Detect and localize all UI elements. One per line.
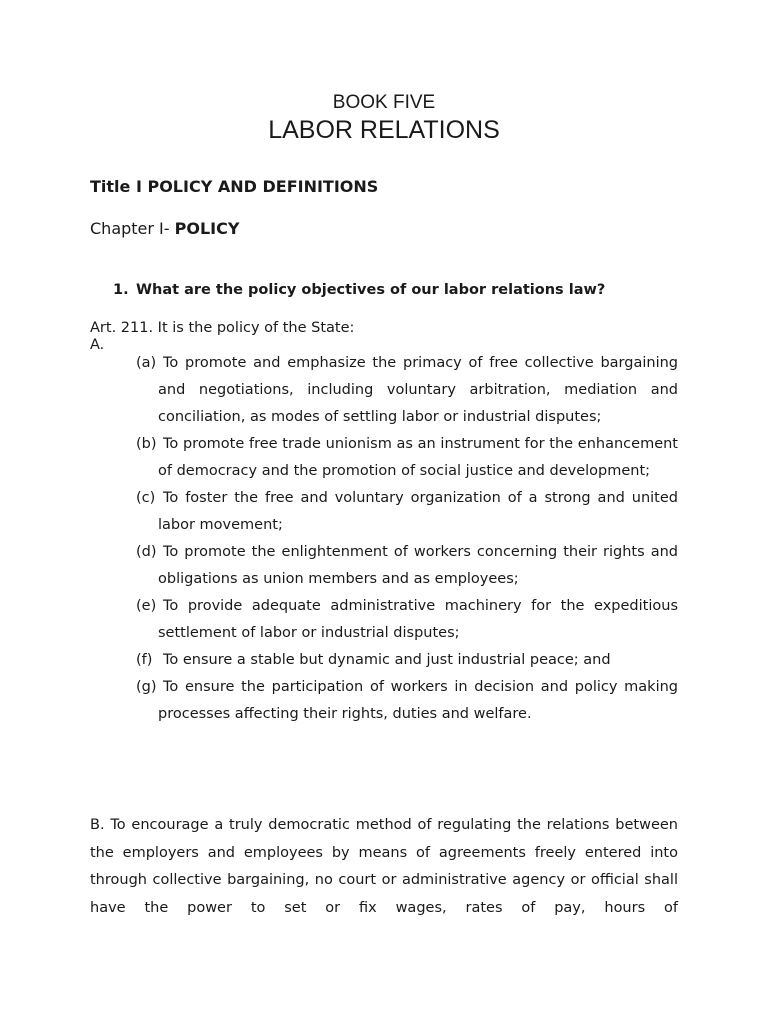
list-item — [136, 485, 678, 539]
question — [113, 282, 605, 298]
list-item — [136, 539, 678, 593]
book-number: BOOK FIVE — [332, 92, 436, 113]
item-text: To ensure the participation of workers in decision and policy making processes affecting their rights, duties and welfare. — [158, 679, 678, 722]
item-text: To promote free trade unionism as an instrument for the enhancement of democracy and the promotion of social justice and development; — [158, 436, 678, 479]
question-number: 1. — [113, 282, 129, 298]
item-label: (b) — [136, 436, 157, 452]
list-item — [136, 647, 678, 674]
item-text: To ensure a stable but dynamic and just industrial peace; and — [163, 652, 611, 668]
list-item — [136, 674, 678, 728]
book-title: LABOR RELATIONS — [268, 116, 500, 144]
list-item — [136, 350, 678, 431]
title-heading: Title I POLICY AND DEFINITIONS — [90, 177, 379, 196]
chapter-prefix: Chapter I- — [90, 219, 175, 238]
chapter-name: POLICY — [174, 219, 240, 238]
section-a-label: A. — [90, 337, 105, 353]
paragraph-b: B. To encourage a truly democratic method of regulating the relations between the employers and employees by means of agreements freely entered into through collective bargaining, no court or administrative agency or official shall have the power to set or fix wages, rates of pay, hours of — [90, 817, 678, 916]
item-text: To provide adequate administrative machinery for the expeditious settlement of labor or industrial disputes; — [158, 598, 678, 641]
item-label: (g) — [136, 679, 157, 695]
question-text: What are the policy objectives of our labor relations law? — [136, 282, 606, 298]
item-label: (a) — [136, 355, 157, 371]
list-item — [136, 593, 678, 647]
item-label: (c) — [136, 490, 156, 506]
item-label: (e) — [136, 598, 157, 614]
item-text: To foster the free and voluntary organization of a strong and united labor movement; — [158, 490, 678, 533]
article-line: Art. 211. It is the policy of the State: — [90, 320, 355, 336]
item-text: To promote the enlightenment of workers concerning their rights and obligations as union members and as employees; — [158, 544, 678, 587]
policy-list — [136, 350, 678, 728]
item-label: (f) — [136, 652, 153, 668]
item-text: To promote and emphasize the primacy of free collective bargaining and negotiations, including voluntary arbitration, mediation and conciliation, as modes of settling labor or industrial disputes; — [158, 355, 678, 425]
chapter-heading — [90, 219, 239, 238]
list-item — [136, 431, 678, 485]
item-label: (d) — [136, 544, 157, 560]
